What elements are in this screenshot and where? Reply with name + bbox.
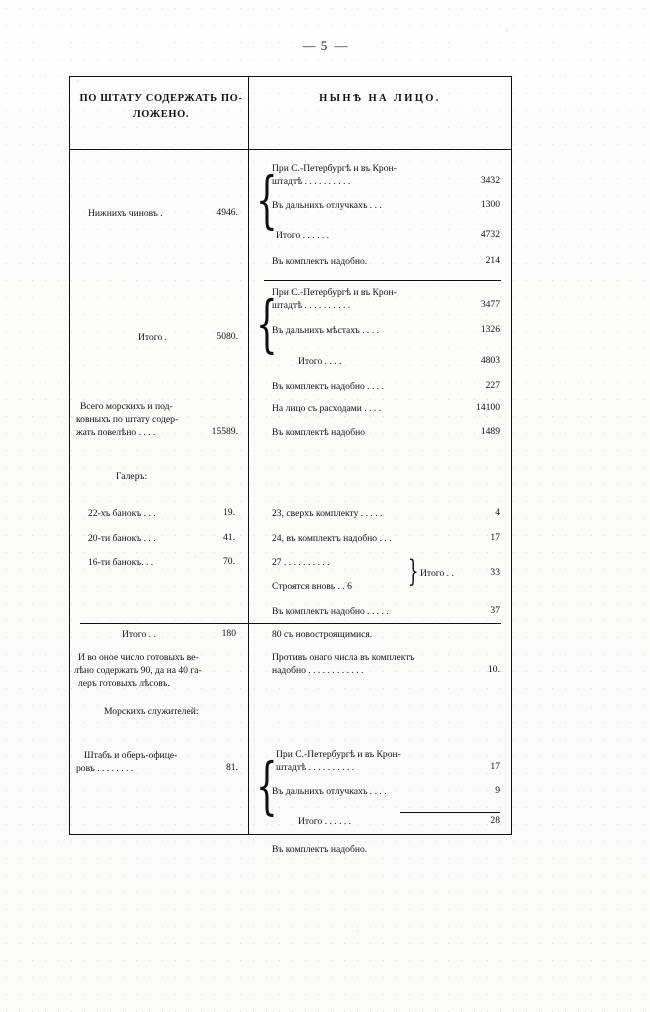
right-row-label-6: штадтѣ . . . . . . . . . .: [272, 300, 351, 311]
left-row-value-4: 15589.: [211, 426, 238, 437]
statistics-table: [69, 76, 512, 855]
right-row-label-25: Въ комплектъ надобно.: [272, 844, 368, 855]
left-row-value-7: 41.: [223, 532, 235, 543]
totals-underline: [400, 812, 500, 813]
right-row-label-4: Въ комплектъ надобно.: [272, 256, 368, 267]
right-row-label-14: 27 . . . . . . . . . .: [272, 557, 330, 568]
right-row-value-3: 4732: [480, 229, 500, 240]
group-brace-2: {: [256, 287, 278, 360]
page-number-dash-left: —: [302, 38, 316, 53]
right-row-label-12: 23, сверхъ комплекту . . . . .: [272, 508, 383, 519]
right-row-value-20: 10.: [488, 664, 500, 675]
right-row-label-18: 80 съ новостроящимися.: [272, 629, 373, 640]
right-row-value-16: 33: [490, 567, 500, 578]
left-row-label-9: Итого . .: [122, 629, 156, 640]
right-row-value-23: 9: [495, 785, 500, 796]
left-row-label-8: 16-ти банокъ. . .: [88, 557, 154, 568]
right-row-label-5: При С.-Петербургѣ и въ Крон-: [272, 287, 397, 298]
right-row-value-13: 17: [490, 532, 500, 543]
right-row-value-24: 28: [490, 815, 500, 826]
right-row-label-22: штадтѣ . . . . . . . . . .: [276, 762, 355, 773]
right-row-label-24: Итого . . . . . .: [298, 816, 352, 827]
left-row-value-6: 19.: [223, 507, 235, 518]
right-row-value-8: 4803: [480, 355, 500, 366]
page-number-dash-right: —: [334, 38, 348, 53]
right-row-label-16: Итого . .: [420, 568, 454, 579]
right-row-label-23: Въ дальнихъ отлучкахъ . . . .: [272, 786, 387, 797]
right-row-label-7: Въ дальнихъ мѣстахъ . . . .: [272, 325, 379, 336]
left-row-value-1: 5080.: [216, 331, 238, 342]
right-row-label-3: Итого . . . . . .: [276, 230, 330, 241]
group-brace-4: {: [256, 749, 278, 822]
right-row-label-10: На лицо съ расходами . . . .: [272, 403, 382, 414]
table-header-divider: [70, 149, 511, 150]
right-row-label-19: Противъ онаго числа въ комплектъ: [272, 652, 415, 663]
left-row-label-6: 22-хъ банокъ . . .: [88, 508, 156, 519]
left-row-label-2: Всего морскихъ и под-: [80, 401, 173, 412]
right-row-label-8: Итого . . . .: [298, 356, 342, 367]
left-row-label-5: Галеръ:: [116, 471, 148, 482]
right-section-separator-1: [264, 280, 501, 281]
right-row-label-2: Въ дальнихъ отлучкахъ . . .: [272, 200, 382, 211]
left-row-label-0: Нижнихъ чиновъ .: [88, 208, 163, 219]
left-row-label-1: Итого .: [138, 332, 168, 343]
left-row-value-9: 180: [221, 628, 236, 639]
left-row-label-3: ковныхъ по штату содер-: [76, 414, 179, 425]
right-row-value-11: 1489: [480, 426, 500, 437]
table-vertical-divider: [248, 77, 249, 834]
right-row-label-9: Въ комплектъ надобно . . . .: [272, 381, 384, 392]
page-number: [0, 38, 650, 54]
right-row-label-17: Въ комплектъ надобно . . . . .: [272, 606, 389, 617]
right-row-value-7: 1326: [480, 324, 500, 335]
right-row-value-4: 214: [485, 255, 500, 266]
right-row-value-1: 3432: [480, 175, 500, 186]
left-row-value-0: 4946.: [216, 207, 238, 218]
left-row-label-7: 20-ти банокъ . . .: [88, 533, 156, 544]
left-row-label-14: Штабъ и оберъ-офице-: [84, 750, 178, 761]
left-row-value-8: 70.: [223, 556, 235, 567]
right-row-value-9: 227: [485, 380, 500, 391]
left-row-label-13: Морскихъ служителей:: [104, 706, 199, 717]
right-row-label-20: надобно . . . . . . . . . . . .: [272, 665, 364, 676]
column-header-left-line2: ЛОЖЕНО.: [132, 109, 190, 121]
left-row-label-4: жать повелѣно . . . .: [76, 427, 156, 438]
right-row-label-21: При С.-Петербургѣ и въ Крон-: [276, 749, 401, 760]
column-header-left: [76, 91, 246, 124]
left-row-label-12: леръ готовыхъ лѣсовъ.: [78, 678, 170, 689]
right-row-label-15: Строятся вновь . . 6: [272, 581, 352, 592]
group-brace-1: {: [256, 163, 278, 236]
right-row-value-22: 17: [490, 761, 500, 772]
right-row-label-1: штадтѣ . . . . . . . . . .: [272, 176, 351, 187]
right-row-value-2: 1300: [480, 199, 500, 210]
column-header-right: НЫНѢ НА ЛИЦО.: [319, 93, 441, 104]
right-row-value-12: 4: [495, 507, 500, 518]
left-row-label-10: И во оное число готовыхъ ве-: [78, 652, 199, 663]
right-row-label-0: При С.-Петербургѣ и въ Крон-: [272, 163, 397, 174]
right-row-value-6: 3477: [480, 299, 500, 310]
right-row-value-17: 37: [490, 605, 500, 616]
right-row-label-11: Въ комплектѣ надобно: [272, 427, 366, 438]
left-row-value-15: 81.: [226, 762, 238, 773]
page-number-value: 5: [320, 38, 330, 53]
left-row-label-11: лѣно содержать 90, да на 40 га-: [74, 665, 202, 676]
group-brace-3: }: [408, 554, 419, 589]
right-row-value-10: 14100: [476, 402, 500, 413]
table-full-separator: [80, 623, 501, 624]
column-header-left-line1: ПО ШТАТУ СОДЕРЖАТЬ ПО-: [79, 93, 243, 104]
right-row-label-13: 24, въ комплектъ надобно . . .: [272, 533, 392, 544]
left-row-label-15: ровъ . . . . . . . .: [76, 763, 134, 774]
